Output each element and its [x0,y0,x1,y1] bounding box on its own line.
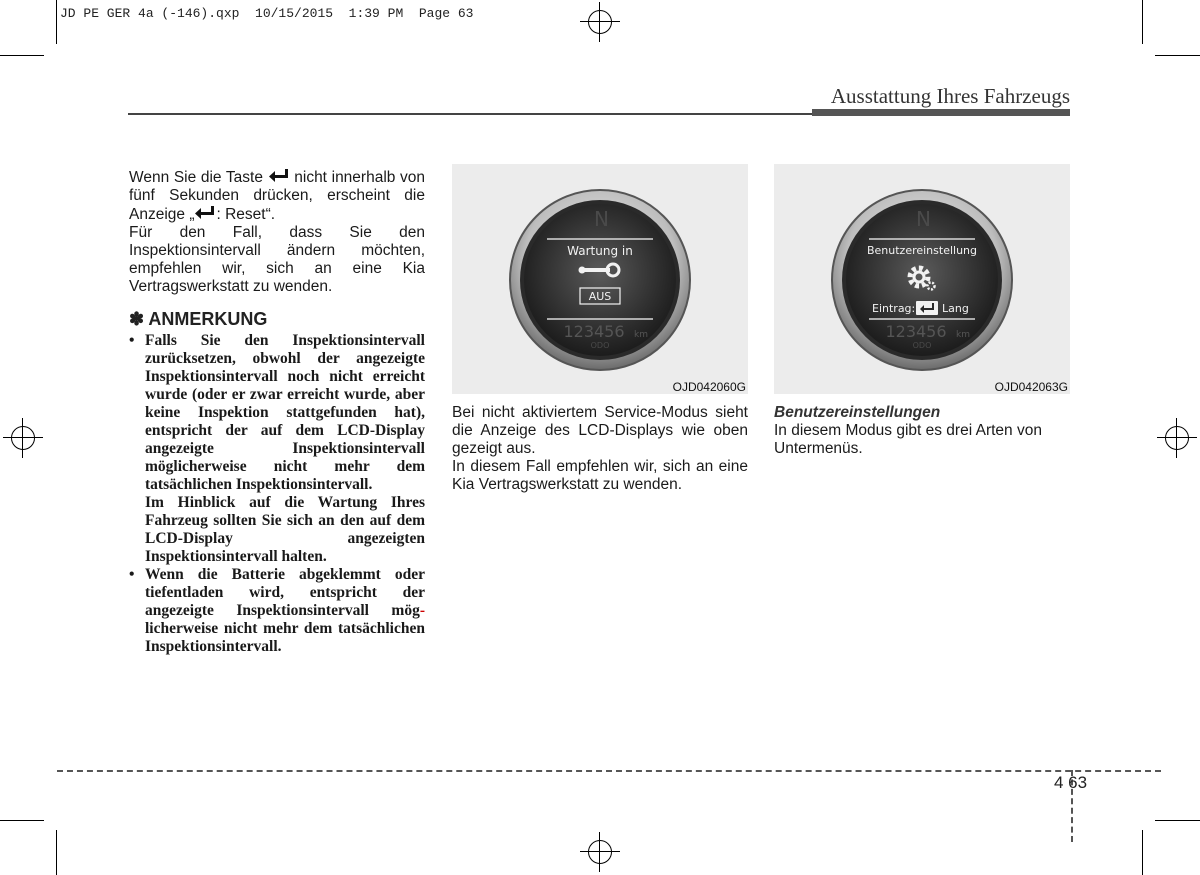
paragraph: In diesem Fall empfehlen wir, sich an eine Kia Vertragswerkstatt zu wenden. [452,458,748,493]
crop-mark [56,830,57,875]
note-list [129,332,425,656]
column-middle [452,404,748,494]
odometer-unit: km [634,330,648,340]
crop-mark [1142,830,1143,875]
crop-mark [56,0,57,44]
section-title: Ausstattung Ihres Fahrzeugs [830,84,1070,108]
odometer-value: 123456 [885,322,947,341]
registration-mark-top [580,2,620,42]
figure-code: OJD042063G [994,380,1068,394]
registration-mark-left [3,418,43,458]
registration-mark-bottom [580,832,620,872]
paragraph-change-interval: Für den Fall, dass Sie den Inspektionsintervall ändern möchten, empfehlen wir, sich an eine Kia Vertragswerkstatt zu wenden. [129,224,425,295]
paragraph: In diesem Modus gibt es drei Arten von Untermenüs. [774,422,1042,457]
cluster-display-settings [774,164,1070,394]
svg-text:N: N [916,207,931,231]
display-title: Benutzereinstellung [866,244,978,257]
note-heading: ✽ ANMERKUNG [129,309,268,329]
registration-mark-right [1157,418,1197,458]
crop-mark [0,820,44,821]
figure-user-settings [774,164,1070,394]
subheading: Benutzereinstellungen [774,404,941,421]
header-rule-accent [812,109,1070,116]
page-number: 4 63 [1054,773,1088,792]
paragraph: Bei nicht aktiviertem Service-Modus sieht die Anzeige des LCD-Displays wie oben gezeigt aus. [452,404,748,457]
print-header: JD PE GER 4a (-146).qxp 10/15/2015 1:39 PM Page 63 [60,6,474,21]
header-rule [128,113,812,115]
column-right [774,404,1070,458]
display-title: Wartung in [567,244,633,258]
column-left [129,168,425,656]
odometer-unit: km [956,330,970,340]
footer-rule [57,770,1161,772]
enter-key-icon [194,205,216,222]
crop-mark [0,55,44,56]
entry-label: Eintrag: [872,302,916,315]
cluster-display-service [452,164,748,394]
crop-mark [1155,55,1200,56]
note-item: • Falls Sie den Inspektionsintervall zurücksetzen, obwohl der angezeigte Inspektionsintervall noch nicht erreicht wurde (oder er zwar erreicht wurde, aber keine Inspektion stattgefunden hat), entspricht der auf dem LCD-Display angezeigte Inspektionsintervall möglicherweise nicht mehr dem tatsächlichen Inspektionsintervall. Im Hinblick auf die Wartung Ihres Fahrzeug sollten Sie sich an den auf dem LCD-Display angezeigten Inspektionsintervall halten. [129,332,425,566]
odometer-value: 123456 [563,322,625,341]
entry-value: Lang [942,302,969,315]
odometer-label: ODO [912,341,932,350]
enter-key-icon [268,168,290,185]
intro-paragraph: Wenn Sie die Taste nicht innerhalb von fünf Sekunden drücken, erscheint die Anzeige „ : Reset“. [129,169,426,223]
svg-text:N: N [594,207,609,231]
note-item: • Wenn die Batterie abgeklemmt oder tiefentladen wird, entspricht der angezeigte Inspektionsintervall mög- licherweise nicht mehr dem tatsächlichen Inspektionsintervall. [129,566,425,656]
figure-service-mode [452,164,748,394]
aus-label: AUS [588,290,612,303]
crop-mark [1142,0,1143,44]
crop-mark [1155,820,1200,821]
odometer-label: ODO [590,341,610,350]
figure-code: OJD042060G [672,380,746,394]
